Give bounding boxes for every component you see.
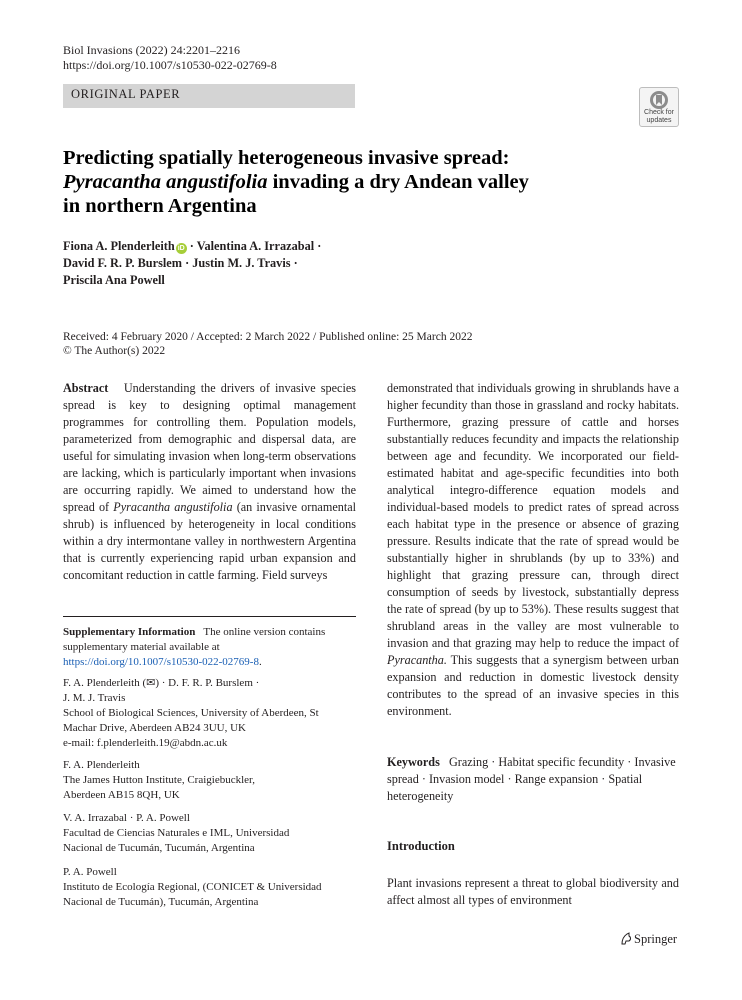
affiliation-line: The James Hutton Institute, Craigiebuckler, [63,774,256,786]
doi-link[interactable]: https://doi.org/10.1007/s10530-022-02769-8 [63,58,277,72]
copyright-line: © The Author(s) 2022 [63,345,166,357]
abstract-left [63,380,356,584]
publisher-logo [620,932,677,947]
introduction-text: Plant invasions represent a threat to global biodiversity and affect almost all types of environment [387,876,679,907]
author-name[interactable]: · Valentina A. Irrazabal · [189,239,322,253]
supplementary-text: The online version contains supplementary material available at [63,626,326,653]
publication-dates [63,330,472,358]
affiliation-1 [63,676,356,751]
supplementary-info [63,616,356,670]
journal-citation: Biol Invasions (2022) 24:2201–2216 [63,43,240,57]
affiliation-4 [63,865,356,910]
bookmark-icon [649,90,669,110]
abstract-text: Understanding the drivers of invasive species spread is key to designing optimal management programmes for controlling them. Population models, parameterized from demographic and dispersal data, are useful for simulating invasion when long-term observations are lacking, which is particularly important when invasions are occurring rapidly. We aimed to understand how the spread of [63,381,357,514]
article-type-label: ORIGINAL PAPER [71,87,181,101]
author-list [63,238,463,289]
keywords-label: Keywords [387,755,440,769]
author-line2[interactable]: David F. R. P. Burslem · Justin M. J. Travis · [63,256,298,270]
abstract-label: Abstract [63,381,109,395]
check-badge-line1: Check for [644,109,674,116]
check-badge-line2: updates [646,117,672,124]
abstract-text-cont: (an invasive ornamental shrub) is influenced by heterogeneity in local conditions within a dry intermontane valley in northwestern Argentina that is currently experiencing rapid urban expansion and concomitant reduction in cattle farming. Field surveys [63,500,357,582]
affiliation-line: Instituto de Ecología Regional, (CONICET & Universidad [63,881,322,893]
supplementary-link[interactable]: https://doi.org/10.1007/s10530-022-02769-8 [63,656,259,668]
affiliation-line: Aberdeen AB15 8QH, UK [63,789,180,801]
supplementary-end: . [258,656,262,668]
article-title [63,146,643,218]
title-line3: in northern Argentina [63,195,257,217]
keywords [387,754,679,805]
dates-line: Received: 4 February 2020 / Accepted: 2 March 2022 / Published online: 25 March 2022 [63,331,473,343]
abstract-species: Pyracantha angustifolia [113,500,233,514]
article-type-banner [63,84,355,108]
affiliation-line: Nacional de Tucumán, Tucumán, Argentina [63,842,255,854]
orcid-icon[interactable]: iD [177,245,185,252]
author-name[interactable]: Fiona A. Plenderleith [63,239,175,253]
journal-header [63,43,277,73]
affiliation-line: Machar Drive, Aberdeen AB24 3UU, UK [63,722,246,734]
title-line1: Predicting spatially heterogeneous invasive spread: [63,147,510,169]
affiliation-line: F. A. Plenderleith (✉) · D. F. R. P. Burslem · [63,677,260,689]
keywords-text: Grazing · Habitat specific fecundity · Invasive spread · Invasion model · Range expansion · Spatial heterogeneity [387,755,676,803]
abstract-right-text: demonstrated that individuals growing in shrublands have a higher fecundity than those in grassland and rocky habitats. Furthermore, grazing pressure of cattle and horses substantially reduces fecundity and impacts the relationship between age and fecundity. We incorporated our field-estimated habitat and age-specific fecundities into both analytical integro-difference equation models and individual-based models to predict rates of spread across each habitat type in the presence or absence of grazing pressure. Results indicate that the rate of spread would be substantially higher in shrublands (by up to 33%) and highlight that grazing pressure can, through direct consumption of seeds by livestock, substantially depress the rate of spread (by up to 53%). These results suggest that shrubland areas in the valley are most vulnerable to invasion and that grazing may help to reduce the impact of [387,381,679,650]
abstract-right-species: Pyracantha. [387,653,447,667]
author-line3[interactable]: Priscila Ana Powell [63,273,165,287]
title-line2: invading a dry Andean valley [267,171,529,193]
abstract-right-text-cont: This suggests that a synergism between urban expansion and reduction in domestic livestock density contributes to the spread of an invasive species in this environment. [387,653,679,718]
affiliation-line: P. A. Powell [63,866,117,878]
affiliation-line: F. A. Plenderleith [63,759,140,771]
introduction-heading: Introduction [387,839,455,853]
affiliation-line: Nacional de Tucumán), Tucumán, Argentina [63,896,259,908]
affiliation-3 [63,811,356,856]
affiliation-line: V. A. Irrazabal · P. A. Powell [63,812,190,824]
abstract-right [387,380,679,720]
title-species: Pyracantha angustifolia [63,171,268,193]
affiliation-line: Facultad de Ciencias Naturales e IML, Universidad [63,827,290,839]
publisher-name: Springer [634,932,678,946]
affiliation-line: School of Biological Sciences, University of Aberdeen, St [63,707,319,719]
supplementary-label: Supplementary Information [63,626,196,638]
check-for-updates-badge[interactable] [639,87,679,127]
affiliation-line: J. M. J. Travis [63,692,126,704]
springer-horse-icon [620,932,632,945]
email-link[interactable]: e-mail: f.plenderleith.19@abdn.ac.uk [63,737,228,749]
affiliation-2 [63,758,356,803]
